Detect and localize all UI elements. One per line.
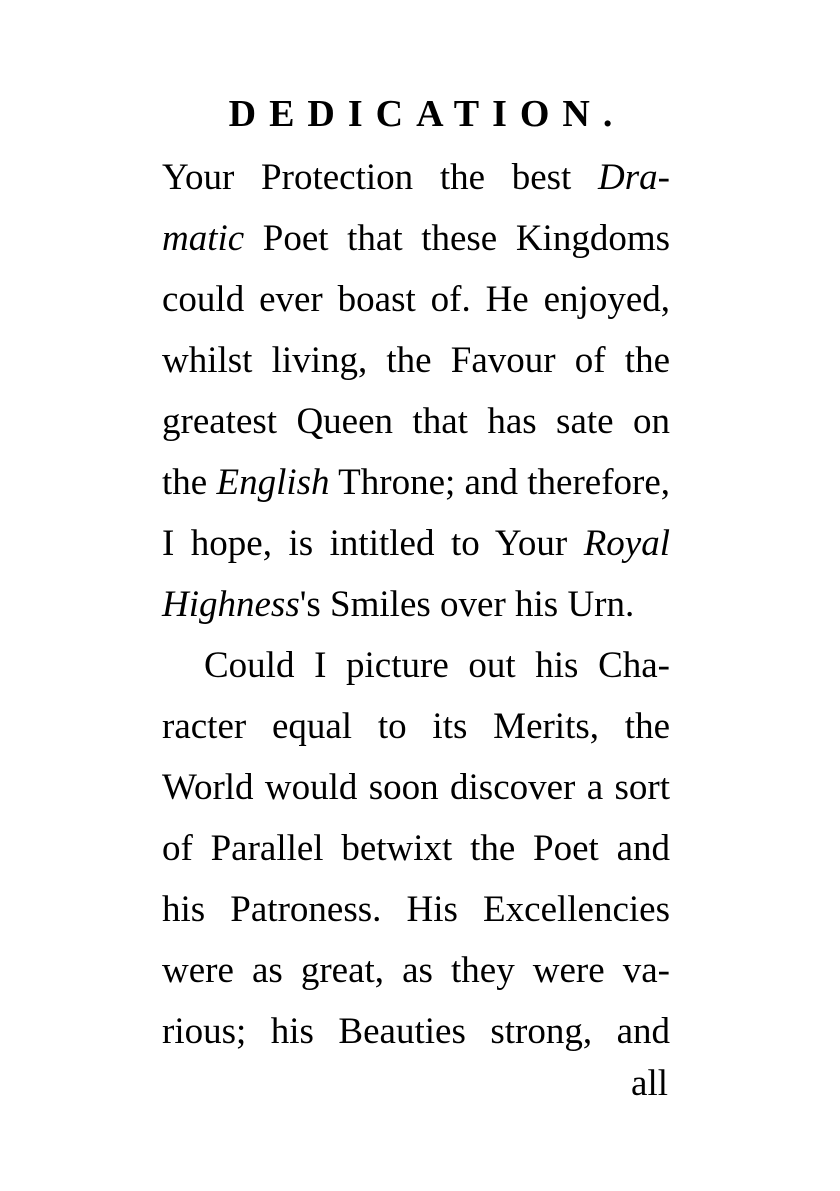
text-line (162, 156, 670, 200)
text-segment: his Patroness. His Excellencies (162, 889, 670, 930)
italic-segment: English (216, 462, 330, 503)
text-line (162, 461, 670, 505)
italic-segment: Royal (583, 523, 670, 564)
text-segment: whilst living, the Favour of the (162, 340, 670, 381)
text-line (162, 705, 670, 749)
text-segment: the (162, 462, 217, 503)
text-line (162, 400, 670, 444)
catchword: all (631, 1063, 668, 1104)
text-segment: World would soon discover a sort (162, 767, 670, 808)
text-line (162, 278, 670, 322)
text-line (162, 522, 670, 566)
italic-segment: Highness (162, 584, 300, 625)
text-line (162, 888, 670, 932)
text-segment: rious; his Beauties strong, and (162, 1011, 670, 1052)
text-segment: racter equal to its Merits, the (162, 706, 670, 747)
italic-segment: Dra- (598, 157, 670, 198)
text-line (162, 339, 670, 383)
text-segment: Your Protection the best (162, 157, 599, 198)
text-line (162, 583, 670, 627)
text-segment: Poet that these Kingdoms (244, 218, 670, 259)
text-segment: I hope, is intitled to Your (162, 523, 584, 564)
text-segment: were as great, as they were va- (162, 950, 670, 991)
page-heading: DEDICATION. (228, 93, 626, 135)
text-line (162, 827, 670, 871)
italic-segment: matic (162, 218, 245, 259)
text-line (204, 644, 670, 688)
text-segment: greatest Queen that has sate on (162, 401, 670, 442)
text-segment: 's Smiles over his Urn. (299, 584, 635, 625)
text-line (162, 949, 670, 993)
text-line (162, 766, 670, 810)
text-segment: could ever boast of. He enjoyed, (162, 279, 670, 320)
text-segment: of Parallel betwixt the Poet and (162, 828, 670, 869)
text-line (162, 217, 670, 261)
text-segment: Could I picture out his Cha- (204, 645, 670, 686)
text-segment: Throne; and therefore, (329, 462, 671, 503)
text-line (162, 1010, 670, 1054)
